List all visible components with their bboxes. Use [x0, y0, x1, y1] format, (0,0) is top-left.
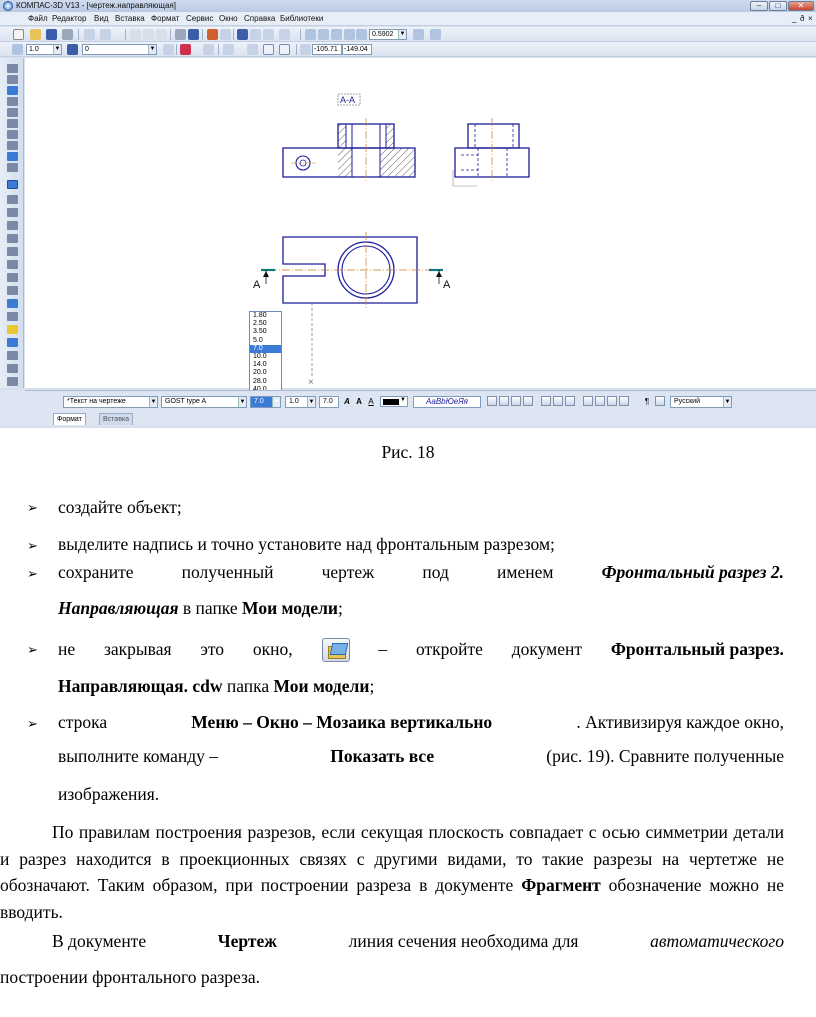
- figure-caption: Рис. 18: [381, 442, 435, 462]
- mdi-close-button[interactable]: ×: [808, 14, 813, 23]
- fragment-bold: Фрагмент: [521, 875, 601, 895]
- text-style-value: *Текст на чертеже: [67, 398, 126, 405]
- bullet-icon: ➢: [27, 566, 38, 581]
- layer-value: 0: [85, 46, 89, 53]
- size-option-selected[interactable]: 7.0: [250, 345, 281, 353]
- text-word: это: [200, 639, 225, 659]
- align-right-icon[interactable]: [511, 396, 521, 406]
- insert-fraction-icon[interactable]: [553, 396, 563, 406]
- new-file-icon[interactable]: [13, 29, 24, 40]
- compact-toolbar: [0, 58, 24, 388]
- size-option[interactable]: 2.50: [253, 320, 267, 328]
- grid-icon[interactable]: [223, 44, 234, 55]
- center-mark-tool-icon[interactable]: [7, 338, 18, 347]
- paragraph-2-line-2: построении фронтального разреза.: [0, 967, 261, 987]
- zoom-all-icon[interactable]: [344, 29, 355, 40]
- print-preview-icon[interactable]: [84, 29, 95, 40]
- text-word: строка: [58, 712, 108, 732]
- narrowing-value: 1.0: [289, 398, 299, 405]
- list-item-5-line-3: изображения.: [58, 784, 160, 804]
- paste-icon[interactable]: [156, 29, 167, 40]
- chevron-down-icon[interactable]: ▼: [273, 399, 280, 405]
- text-fragment: папка: [222, 676, 274, 696]
- paragraph-1-end: обозначение можно не вводить.: [0, 875, 785, 922]
- mark-tool-icon[interactable]: [7, 299, 18, 308]
- orthogonal-icon[interactable]: [203, 44, 214, 55]
- chevron-down-icon[interactable]: ▼: [239, 399, 246, 405]
- zoom-in-icon[interactable]: [318, 29, 329, 40]
- coord-y-field[interactable]: [342, 44, 372, 55]
- document-name-bold-2: Направляющая. cdw: [58, 676, 223, 696]
- paragraph-1-text: По правилам построения разрезов, если секущая плоскость совпадает с осью симметрии детали и разрез находится в проекционных связях с другими видами, то такие разрезы на чертетже не обозначают. Таким образом, при построении разреза в документе: [0, 822, 784, 895]
- align-left-icon[interactable]: [487, 396, 497, 406]
- size-option[interactable]: 5.0: [253, 336, 263, 344]
- local-cs-icon[interactable]: [12, 44, 23, 55]
- tab-insert-label: Вставка: [103, 416, 130, 423]
- format-painter-icon[interactable]: [175, 29, 186, 40]
- function-icon[interactable]: [263, 29, 274, 40]
- font-field[interactable]: [161, 396, 247, 408]
- scale-field[interactable]: [26, 44, 62, 55]
- size-option[interactable]: 28.0: [253, 377, 267, 385]
- list-item-5-line-1: [58, 711, 784, 733]
- spec-tool-icon[interactable]: [7, 152, 18, 161]
- svg-text:×: ×: [308, 377, 314, 388]
- side-view[interactable]: [453, 118, 529, 186]
- print-icon[interactable]: [62, 29, 73, 40]
- kompas-window: [0, 0, 816, 428]
- layer-properties-icon[interactable]: [163, 44, 174, 55]
- file-name-bold-2: Направляющая: [58, 598, 179, 618]
- document-name-bold: Фронтальный разрез.: [610, 639, 784, 659]
- mdi-minimize-button[interactable]: _: [792, 14, 797, 23]
- text-word: именем: [497, 562, 554, 582]
- window-title: КОМПАС-3D V13 - [чертеж.направляющая]: [16, 1, 176, 10]
- text-word: окно,: [252, 639, 293, 659]
- break-tool-icon[interactable]: [7, 312, 18, 321]
- size-option[interactable]: 3.50: [253, 328, 267, 336]
- text-style-field[interactable]: [63, 396, 158, 408]
- language-field[interactable]: [670, 396, 732, 408]
- cursor-coords-icon: [300, 44, 311, 55]
- line-step-field[interactable]: [319, 396, 339, 408]
- text-word: закрывая: [103, 639, 172, 659]
- menu-bar: [0, 12, 816, 26]
- font-value: GOST type A: [165, 398, 207, 405]
- list-item-3-line-1: [58, 561, 784, 583]
- align-center-icon[interactable]: [499, 396, 509, 406]
- menu-libraries[interactable]: Библиотеки: [280, 14, 324, 23]
- zoom-value: 0.5902: [372, 31, 394, 38]
- library-icon[interactable]: [188, 29, 199, 40]
- list-item-2: выделите надпись и точно установите над фронтальным разрезом;: [58, 534, 555, 554]
- italic-button[interactable]: A: [344, 397, 350, 406]
- associative-view-tool-icon[interactable]: [7, 141, 18, 150]
- redo-icon[interactable]: [220, 29, 231, 40]
- menu-service[interactable]: Сервис: [186, 14, 214, 23]
- zoom-field[interactable]: [369, 29, 407, 40]
- cut-line-tool-icon[interactable]: [7, 273, 18, 282]
- leader-tool-icon[interactable]: [7, 234, 18, 243]
- frontal-section-view[interactable]: [283, 118, 415, 182]
- paragraph-icon[interactable]: ¶: [644, 397, 650, 406]
- text-fragment: выполните команду –: [58, 746, 219, 766]
- top-view[interactable]: [269, 232, 431, 388]
- pan-icon[interactable]: [413, 29, 424, 40]
- text-word: чертеж: [321, 562, 375, 582]
- text-height-field[interactable]: [250, 396, 281, 408]
- properties-icon[interactable]: [100, 29, 111, 40]
- language-value: Русский: [674, 398, 700, 405]
- symbols-tool-icon[interactable]: [7, 86, 18, 95]
- list-item-4-line-2: [58, 675, 784, 697]
- position-tool-icon[interactable]: [7, 247, 18, 256]
- text-height-value: 7.0: [254, 398, 264, 405]
- numbered-list-icon[interactable]: [595, 396, 605, 406]
- text-word: под: [422, 562, 449, 582]
- bullet-icon: ➢: [27, 716, 38, 731]
- text-fragment: ;: [337, 598, 343, 618]
- table-tool-icon[interactable]: [7, 195, 18, 204]
- menu-window[interactable]: Окно: [219, 14, 238, 23]
- zoom-out-icon[interactable]: [331, 29, 342, 40]
- text-word: не: [58, 639, 76, 659]
- size-option[interactable]: 14.0: [253, 361, 267, 369]
- axis-tool-icon[interactable]: [7, 325, 18, 334]
- list-item-1: создайте объект;: [58, 497, 182, 517]
- command-name-bold: Показать все: [330, 746, 435, 766]
- line-step-value: 7.0: [323, 398, 333, 405]
- dimensions-tool-icon[interactable]: [7, 75, 18, 84]
- section-label[interactable]: А-А: [340, 95, 356, 105]
- cut-icon[interactable]: [130, 29, 141, 40]
- list-icon[interactable]: [583, 396, 593, 406]
- manager-icon[interactable]: [237, 29, 248, 40]
- menu-file[interactable]: Файл: [28, 14, 48, 23]
- bold-button[interactable]: A: [356, 397, 362, 406]
- cs-icon[interactable]: [247, 44, 258, 55]
- mdi-restore-button[interactable]: ð: [800, 14, 805, 23]
- menu-view[interactable]: Вид: [94, 14, 109, 23]
- select-tool-icon[interactable]: [7, 130, 18, 139]
- zoom-window-icon[interactable]: [305, 29, 316, 40]
- minimize-button[interactable]: –: [750, 1, 768, 11]
- text-word: откройте: [415, 639, 483, 659]
- copy-icon[interactable]: [143, 29, 154, 40]
- menu-help[interactable]: Справка: [244, 14, 276, 23]
- open-file-icon[interactable]: [30, 29, 41, 40]
- outdent-icon[interactable]: [619, 396, 629, 406]
- menu-editor[interactable]: Редактор: [52, 14, 87, 23]
- text-fragment: линия сечения необходима для: [348, 931, 579, 951]
- font-sample: АаВbЮeЯя: [413, 396, 481, 408]
- size-option[interactable]: 1.80: [253, 312, 267, 319]
- file-name-bold: Фронтальный разрез 2.: [601, 562, 784, 582]
- text-fragment: В документе: [52, 931, 147, 951]
- narrowing-field[interactable]: [285, 396, 316, 408]
- chevron-down-icon[interactable]: ▼: [724, 399, 731, 405]
- bullet-icon: ➢: [27, 538, 38, 553]
- insert-symbol-icon[interactable]: [541, 396, 551, 406]
- bullet-icon: ➢: [27, 642, 38, 657]
- coord-y-value: -149.04: [344, 46, 368, 53]
- zoom-scale-icon[interactable]: [356, 29, 367, 40]
- tolerance-tool-icon[interactable]: [7, 286, 18, 295]
- edit-tool-icon[interactable]: [7, 97, 18, 106]
- text-fragment: . Активизируя каждое окно,: [576, 712, 784, 732]
- tab-insert[interactable]: [99, 413, 133, 425]
- size-option[interactable]: 20.0: [253, 369, 267, 377]
- list-item-4-line-1: [58, 638, 784, 662]
- layer-icon[interactable]: [67, 44, 78, 55]
- folder-name-bold: Мои модели: [273, 676, 370, 696]
- help-pointer-icon[interactable]: [279, 29, 290, 40]
- chevron-down-icon[interactable]: ▼: [150, 399, 157, 405]
- color-field[interactable]: ▼: [380, 396, 408, 407]
- more-tools-icon[interactable]: [7, 377, 18, 386]
- tab-format-label: Формат: [57, 416, 82, 423]
- maximize-button[interactable]: □: [769, 1, 787, 11]
- text-fragment: ;: [369, 676, 375, 696]
- measure-tool-icon[interactable]: [7, 119, 18, 128]
- refresh-icon[interactable]: [430, 29, 441, 40]
- cursor-step-icon[interactable]: [279, 44, 290, 55]
- open-document-icon: [322, 638, 350, 662]
- base-tool-icon[interactable]: [7, 221, 18, 230]
- tab-format[interactable]: [53, 413, 86, 425]
- text-fragment: (рис. 19). Сравните полученные: [546, 746, 784, 766]
- paragraph-2-line-1: [52, 930, 784, 952]
- chevron-down-icon[interactable]: ▼: [54, 46, 61, 52]
- coord-x-value: -105.71: [314, 46, 338, 53]
- parametrization-tool-icon[interactable]: [7, 108, 18, 117]
- undo-icon[interactable]: [207, 29, 218, 40]
- round-icon[interactable]: [263, 44, 274, 55]
- automatic-italic: автоматического: [650, 931, 784, 951]
- list-item-3-line-2: [58, 597, 784, 619]
- layer-field[interactable]: [82, 44, 157, 55]
- list-item-5-line-2: [58, 745, 784, 767]
- reports-tool-icon[interactable]: [7, 163, 18, 172]
- indent-icon[interactable]: [607, 396, 617, 406]
- menu-format[interactable]: Формат: [151, 14, 180, 23]
- spell-check-icon[interactable]: [655, 396, 665, 406]
- chevron-down-icon[interactable]: ▼: [308, 399, 315, 405]
- paragraph-1: [0, 819, 784, 925]
- roughness-tool-icon[interactable]: [7, 208, 18, 217]
- cut-label-right: А: [443, 279, 451, 291]
- snap-icon[interactable]: [180, 44, 191, 55]
- text-word: сохраните: [58, 562, 134, 582]
- bullet-icon: ➢: [27, 500, 38, 515]
- close-button[interactable]: ✕: [788, 1, 814, 11]
- text-height-dropdown-list[interactable]: [249, 311, 282, 395]
- cut-label-left: А: [253, 279, 261, 291]
- save-icon[interactable]: [46, 29, 57, 40]
- chevron-down-icon[interactable]: ▼: [149, 46, 156, 52]
- text-word: –: [378, 639, 388, 659]
- text-fragment: в папке: [178, 598, 243, 618]
- chevron-down-icon[interactable]: ▼: [399, 31, 406, 37]
- drawing-svg[interactable]: [25, 58, 816, 388]
- weld-tool-icon[interactable]: [7, 364, 18, 373]
- standard-toolbar: [0, 27, 816, 42]
- scale-value: 1.0: [29, 46, 39, 53]
- text-word: документ: [511, 639, 583, 659]
- insert-index-icon[interactable]: [565, 396, 575, 406]
- menu-insert[interactable]: Вставка: [115, 14, 145, 23]
- app-icon: [3, 1, 13, 11]
- drawing-bold: Чертеж: [217, 931, 277, 951]
- coord-x-field[interactable]: [312, 44, 342, 55]
- text-tool-icon[interactable]: [7, 180, 18, 189]
- property-bar: [25, 390, 816, 426]
- current-state-toolbar: [0, 42, 816, 57]
- menu-path-bold: Меню – Окно – Мозаика вертикально: [191, 712, 493, 732]
- align-justify-icon[interactable]: [523, 396, 533, 406]
- geometry-tool-icon[interactable]: [7, 64, 18, 73]
- underline-button[interactable]: A: [368, 397, 374, 406]
- folder-name-bold: Мои модели: [242, 598, 338, 618]
- variables-icon[interactable]: [250, 29, 261, 40]
- title-bar: [0, 0, 816, 12]
- text-word: полученный: [181, 562, 274, 582]
- size-option[interactable]: 10.0: [253, 352, 267, 360]
- drawing-canvas[interactable]: [25, 58, 816, 388]
- wave-tool-icon[interactable]: [7, 351, 18, 360]
- view-arrow-tool-icon[interactable]: [7, 260, 18, 269]
